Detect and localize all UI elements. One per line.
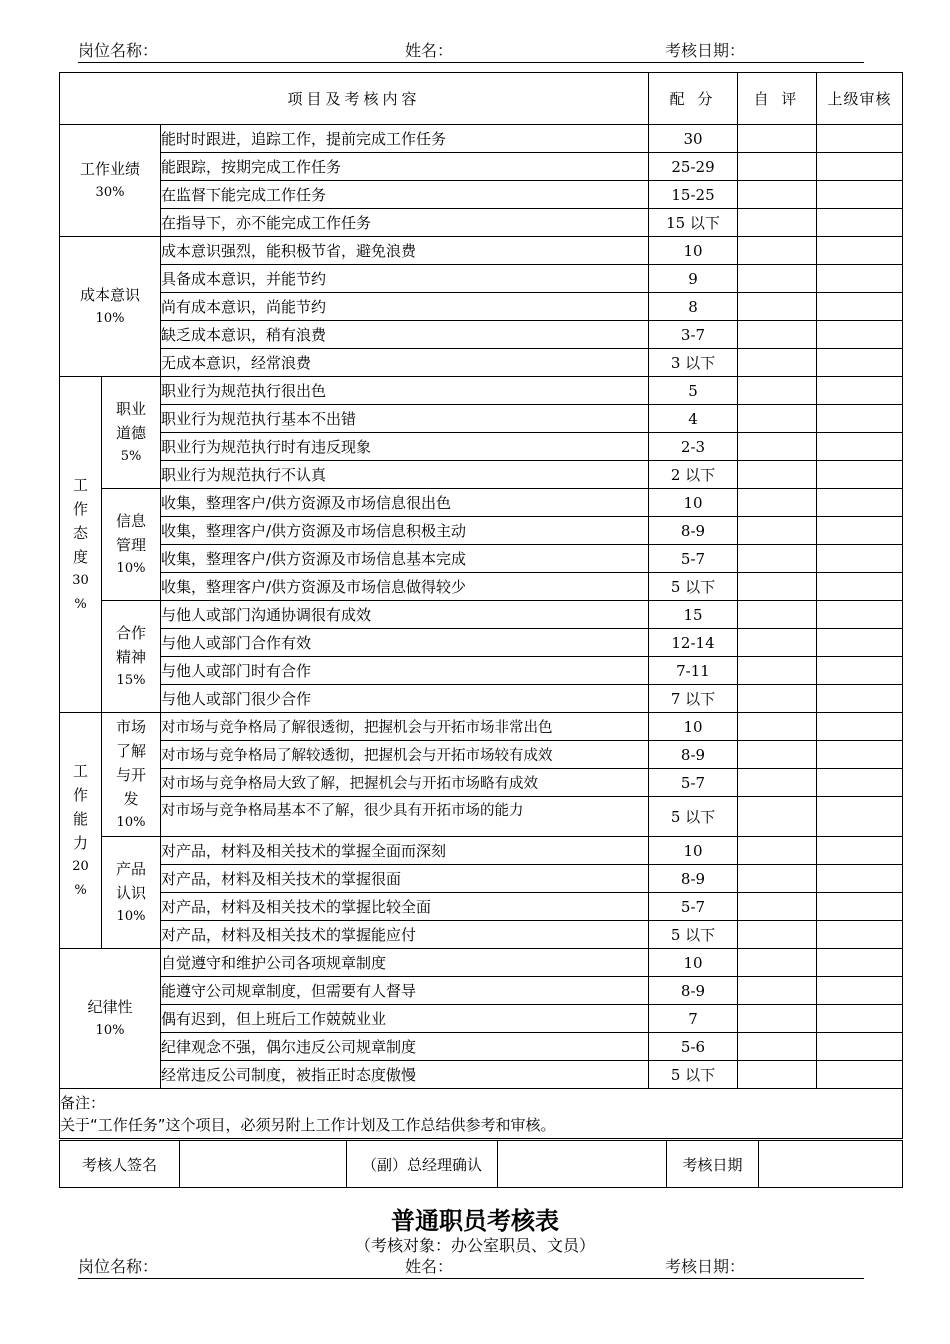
criterion-text: 具备成本意识，并能节约 — [161, 265, 649, 293]
score-value: 5 以下 — [649, 921, 738, 949]
criterion-text: 对产品，材料及相关技术的掌握全面而深刻 — [161, 837, 649, 865]
category-name: 纪律性 — [87, 997, 133, 1016]
category-char: 度 — [72, 547, 88, 566]
category-performance — [60, 125, 161, 237]
self-eval-cell[interactable] — [738, 949, 817, 977]
self-eval-cell[interactable] — [738, 629, 817, 657]
self-eval-cell[interactable] — [738, 405, 817, 433]
category-name: 工作业绩 — [79, 159, 140, 178]
table-row — [60, 209, 903, 237]
subcategory-name: 道德 — [115, 423, 146, 442]
category-char: 工 — [72, 475, 88, 494]
table-row — [60, 265, 903, 293]
score-value: 15-25 — [649, 181, 738, 209]
table-row — [60, 489, 903, 517]
score-value: 5-7 — [649, 545, 738, 573]
self-eval-cell[interactable] — [738, 517, 817, 545]
superior-review-header: 上级审核 — [817, 73, 903, 125]
table-row — [60, 977, 903, 1005]
table-row — [60, 837, 903, 865]
category-weight: 10% — [95, 1022, 125, 1038]
criterion-text: 收集，整理客户/供方资源及市场信息做得较少 — [161, 573, 649, 601]
table-row — [60, 741, 903, 769]
self-eval-cell[interactable] — [738, 489, 817, 517]
superior-review-cell[interactable] — [817, 321, 903, 349]
superior-review-cell[interactable] — [817, 837, 903, 865]
criterion-text: 对产品，材料及相关技术的掌握能应付 — [161, 921, 649, 949]
score-value: 9 — [649, 265, 738, 293]
self-eval-cell[interactable] — [738, 797, 817, 837]
category-weight: 20 — [72, 858, 89, 874]
category-char: 态 — [72, 523, 88, 542]
criterion-text: 能跟踪，按期完成工作任务 — [161, 153, 649, 181]
notes-cell — [60, 1089, 903, 1139]
self-eval-cell[interactable] — [738, 865, 817, 893]
score-value: 5 以下 — [649, 1061, 738, 1089]
table-row — [60, 601, 903, 629]
subcategory-name: 职业 — [115, 399, 146, 418]
subcategory-name: 管理 — [115, 535, 146, 554]
assessor-signature-label: 考核人签名 — [60, 1141, 180, 1188]
superior-review-cell[interactable] — [817, 489, 903, 517]
assessor-signature-field[interactable] — [180, 1141, 347, 1188]
subcategory-teamwork — [102, 601, 161, 713]
criterion-text: 成本意识强烈，能积极节省，避免浪费 — [161, 237, 649, 265]
self-eval-cell[interactable] — [738, 657, 817, 685]
subcategory-weight: 5% — [120, 448, 142, 464]
self-eval-cell[interactable] — [738, 125, 817, 153]
score-value: 15 — [649, 601, 738, 629]
score-value: 8-9 — [649, 741, 738, 769]
subcategory-weight: 10% — [116, 814, 146, 830]
score-value: 5-7 — [649, 769, 738, 797]
score-value: 7 以下 — [649, 685, 738, 713]
self-eval-cell[interactable] — [738, 977, 817, 1005]
subcategory-weight: 10% — [116, 560, 146, 576]
self-eval-cell[interactable] — [738, 153, 817, 181]
header-line — [78, 40, 864, 63]
superior-review-cell[interactable] — [817, 433, 903, 461]
table-row — [60, 349, 903, 377]
category-char: 作 — [72, 499, 88, 518]
table-row — [60, 949, 903, 977]
score-value: 8 — [649, 293, 738, 321]
superior-review-cell[interactable] — [817, 921, 903, 949]
subcategory-name: 与开 — [115, 765, 146, 784]
table-row — [60, 629, 903, 657]
criterion-text: 与他人或部门合作有效 — [161, 629, 649, 657]
superior-review-cell[interactable] — [817, 1061, 903, 1089]
category-char: 作 — [72, 785, 88, 804]
table-row — [60, 685, 903, 713]
notes-text: 关于“工作任务”这个项目，必须另附上工作计划及工作总结供参考和审核。 — [60, 1115, 556, 1134]
self-eval-cell[interactable] — [738, 433, 817, 461]
criterion-text: 能时时跟进，追踪工作，提前完成工作任务 — [161, 125, 649, 153]
category-weight: 30% — [95, 184, 125, 200]
criterion-text: 对市场与竞争格局了解很透彻，把握机会与开拓市场非常出色 — [161, 713, 649, 741]
category-weight: 10% — [95, 310, 125, 326]
subcategory-name: 了解 — [115, 741, 146, 760]
superior-review-cell[interactable] — [817, 797, 903, 837]
score-value: 8-9 — [649, 977, 738, 1005]
date-label: 考核日期： — [665, 1257, 746, 1276]
superior-review-cell[interactable] — [817, 125, 903, 153]
assessment-date-field[interactable] — [759, 1141, 903, 1188]
subcategory-name: 合作 — [115, 623, 146, 642]
superior-review-cell[interactable] — [817, 237, 903, 265]
score-value: 10 — [649, 713, 738, 741]
score-value: 10 — [649, 837, 738, 865]
score-value: 25-29 — [649, 153, 738, 181]
superior-review-cell[interactable] — [817, 573, 903, 601]
subcategory-name: 精神 — [115, 647, 146, 666]
superior-review-cell[interactable] — [817, 769, 903, 797]
score-value: 3-7 — [649, 321, 738, 349]
assessment-date-label: 考核日期 — [667, 1141, 759, 1188]
category-discipline — [60, 949, 161, 1089]
subcategory-ethics — [102, 377, 161, 489]
table-row — [60, 769, 903, 797]
gm-confirmation-label: （副）总经理确认 — [347, 1141, 498, 1188]
superior-review-cell[interactable] — [817, 685, 903, 713]
score-value: 12-14 — [649, 629, 738, 657]
table-row — [60, 545, 903, 573]
self-eval-cell[interactable] — [738, 921, 817, 949]
date-label: 考核日期： — [665, 41, 746, 60]
criterion-text: 职业行为规范执行很出色 — [161, 377, 649, 405]
category-char: 工 — [72, 761, 88, 780]
superior-review-cell[interactable] — [817, 293, 903, 321]
self-eval-cell[interactable] — [738, 601, 817, 629]
score-value: 5-6 — [649, 1033, 738, 1061]
superior-review-cell[interactable] — [817, 893, 903, 921]
table-row — [60, 921, 903, 949]
table-row — [60, 125, 903, 153]
criterion-text: 对产品，材料及相关技术的掌握很面 — [161, 865, 649, 893]
score-value: 10 — [649, 949, 738, 977]
table-header-row — [60, 73, 903, 125]
self-eval-cell[interactable] — [738, 769, 817, 797]
name-label: 姓名： — [405, 1257, 454, 1276]
notes-row — [60, 1089, 903, 1139]
criterion-text: 与他人或部门很少合作 — [161, 685, 649, 713]
criterion-text: 对市场与竞争格局了解较透彻，把握机会与开拓市场较有成效 — [161, 741, 649, 769]
position-label: 岗位名称： — [78, 41, 159, 60]
superior-review-cell[interactable] — [817, 461, 903, 489]
category-name: 成本意识 — [79, 285, 140, 304]
subcategory-name: 认识 — [115, 883, 146, 902]
table-row — [60, 321, 903, 349]
table-row — [60, 1005, 903, 1033]
score-value: 30 — [649, 125, 738, 153]
table-row — [60, 893, 903, 921]
self-eval-cell[interactable] — [738, 265, 817, 293]
superior-review-cell[interactable] — [817, 517, 903, 545]
header-line — [78, 1256, 864, 1279]
item-header: 项目及考核内容 — [60, 73, 649, 125]
table-row — [60, 433, 903, 461]
self-eval-cell[interactable] — [738, 741, 817, 769]
score-value: 8-9 — [649, 517, 738, 545]
notes-label: 备注： — [60, 1093, 106, 1112]
self-eval-cell[interactable] — [738, 713, 817, 741]
criterion-text: 经常违反公司制度，被指正时态度傲慢 — [161, 1061, 649, 1089]
table-row — [60, 573, 903, 601]
self-eval-cell[interactable] — [738, 1005, 817, 1033]
superior-review-cell[interactable] — [817, 265, 903, 293]
score-value: 7-11 — [649, 657, 738, 685]
criterion-text: 自觉遵守和维护公司各项规章制度 — [161, 949, 649, 977]
table-row — [60, 405, 903, 433]
table-row — [60, 517, 903, 545]
superior-review-cell[interactable] — [817, 657, 903, 685]
table-row — [60, 237, 903, 265]
superior-review-cell[interactable] — [817, 1005, 903, 1033]
subcategory-name: 信息 — [115, 511, 146, 530]
self-eval-cell[interactable] — [738, 321, 817, 349]
self-eval-cell[interactable] — [738, 685, 817, 713]
category-weight-unit: % — [74, 596, 87, 612]
superior-review-cell[interactable] — [817, 377, 903, 405]
self-eval-cell[interactable] — [738, 209, 817, 237]
form-title: 普通职员考核表 — [391, 1207, 559, 1235]
superior-review-cell[interactable] — [817, 741, 903, 769]
subcategory-product — [102, 837, 161, 949]
score-value: 2-3 — [649, 433, 738, 461]
criterion-text: 职业行为规范执行时有违反现象 — [161, 433, 649, 461]
superior-review-cell[interactable] — [817, 153, 903, 181]
category-cost — [60, 237, 161, 377]
criterion-text: 纪律观念不强，偶尔违反公司规章制度 — [161, 1033, 649, 1061]
category-char: 力 — [72, 833, 88, 852]
superior-review-cell[interactable] — [817, 977, 903, 1005]
table-row — [60, 153, 903, 181]
table-row — [60, 713, 903, 741]
table-row — [60, 657, 903, 685]
score-value: 10 — [649, 237, 738, 265]
self-eval-cell[interactable] — [738, 837, 817, 865]
score-value: 15 以下 — [649, 209, 738, 237]
criterion-text: 对市场与竞争格局大致了解，把握机会与开拓市场略有成效 — [161, 769, 649, 797]
superior-review-cell[interactable] — [817, 629, 903, 657]
self-eval-cell[interactable] — [738, 573, 817, 601]
criterion-text: 与他人或部门沟通协调很有成效 — [161, 601, 649, 629]
criterion-text: 收集，整理客户/供方资源及市场信息很出色 — [161, 489, 649, 517]
criterion-text: 收集，整理客户/供方资源及市场信息积极主动 — [161, 517, 649, 545]
self-eval-cell[interactable] — [738, 893, 817, 921]
table-row — [60, 181, 903, 209]
superior-review-cell[interactable] — [817, 405, 903, 433]
table-row — [60, 377, 903, 405]
superior-review-cell[interactable] — [817, 949, 903, 977]
superior-review-cell[interactable] — [817, 209, 903, 237]
subcategory-market — [102, 713, 161, 837]
subcategory-info-management — [102, 489, 161, 601]
criterion-text: 偶有迟到，但上班后工作兢兢业业 — [161, 1005, 649, 1033]
subcategory-name: 市场 — [115, 717, 146, 736]
superior-review-cell[interactable] — [817, 713, 903, 741]
superior-review-cell[interactable] — [817, 181, 903, 209]
self-eval-cell[interactable] — [738, 377, 817, 405]
table-row — [60, 797, 903, 837]
table-row — [60, 1061, 903, 1089]
self-eval-cell[interactable] — [738, 1033, 817, 1061]
category-attitude — [60, 377, 102, 713]
criterion-text: 在监督下能完成工作任务 — [161, 181, 649, 209]
criterion-text: 尚有成本意识，尚能节约 — [161, 293, 649, 321]
score-value: 5 以下 — [649, 573, 738, 601]
superior-review-cell[interactable] — [817, 1033, 903, 1061]
score-value: 7 — [649, 1005, 738, 1033]
self-eval-cell[interactable] — [738, 545, 817, 573]
criterion-text: 职业行为规范执行基本不出错 — [161, 405, 649, 433]
criterion-text: 缺乏成本意识，稍有浪费 — [161, 321, 649, 349]
self-eval-cell[interactable] — [738, 181, 817, 209]
subcategory-weight: 10% — [116, 908, 146, 924]
gm-confirmation-field[interactable] — [498, 1141, 667, 1188]
score-value: 3 以下 — [649, 349, 738, 377]
table-row — [60, 1033, 903, 1061]
self-eval-cell[interactable] — [738, 1061, 817, 1089]
table-row — [60, 293, 903, 321]
category-weight: 30 — [72, 572, 89, 588]
self-eval-cell[interactable] — [738, 237, 817, 265]
table-row — [60, 461, 903, 489]
self-eval-header: 自 评 — [738, 73, 817, 125]
position-label: 岗位名称： — [78, 1257, 159, 1276]
criterion-text: 职业行为规范执行不认真 — [161, 461, 649, 489]
name-label: 姓名： — [405, 41, 454, 60]
criterion-text: 对产品，材料及相关技术的掌握比较全面 — [161, 893, 649, 921]
score-value: 2 以下 — [649, 461, 738, 489]
score-value: 4 — [649, 405, 738, 433]
score-value: 10 — [649, 489, 738, 517]
score-value: 5-7 — [649, 893, 738, 921]
criterion-text: 能遵守公司规章制度，但需要有人督导 — [161, 977, 649, 1005]
score-value: 5 — [649, 377, 738, 405]
superior-review-cell[interactable] — [817, 601, 903, 629]
criterion-text: 在指导下，亦不能完成工作任务 — [161, 209, 649, 237]
form-subtitle: （考核对象：办公室职员、文员） — [354, 1236, 595, 1255]
assessment-table — [59, 72, 903, 1139]
self-eval-cell[interactable] — [738, 349, 817, 377]
superior-review-cell[interactable] — [817, 545, 903, 573]
subcategory-name: 发 — [123, 789, 139, 808]
superior-review-cell[interactable] — [817, 349, 903, 377]
criterion-text: 收集，整理客户/供方资源及市场信息基本完成 — [161, 545, 649, 573]
criterion-text: 对市场与竞争格局基本不了解，很少具有开拓市场的能力 — [161, 797, 649, 837]
category-weight-unit: % — [74, 882, 87, 898]
criterion-text: 与他人或部门时有合作 — [161, 657, 649, 685]
criterion-text: 无成本意识，经常浪费 — [161, 349, 649, 377]
table-row — [60, 865, 903, 893]
category-ability — [60, 713, 102, 949]
superior-review-cell[interactable] — [817, 865, 903, 893]
score-value: 5 以下 — [649, 797, 738, 837]
subcategory-name: 产品 — [115, 859, 146, 878]
self-eval-cell[interactable] — [738, 293, 817, 321]
category-char: 能 — [72, 809, 88, 828]
self-eval-cell[interactable] — [738, 461, 817, 489]
signature-table — [59, 1140, 903, 1188]
score-value: 8-9 — [649, 865, 738, 893]
subcategory-weight: 15% — [116, 672, 146, 688]
score-header: 配 分 — [649, 73, 738, 125]
